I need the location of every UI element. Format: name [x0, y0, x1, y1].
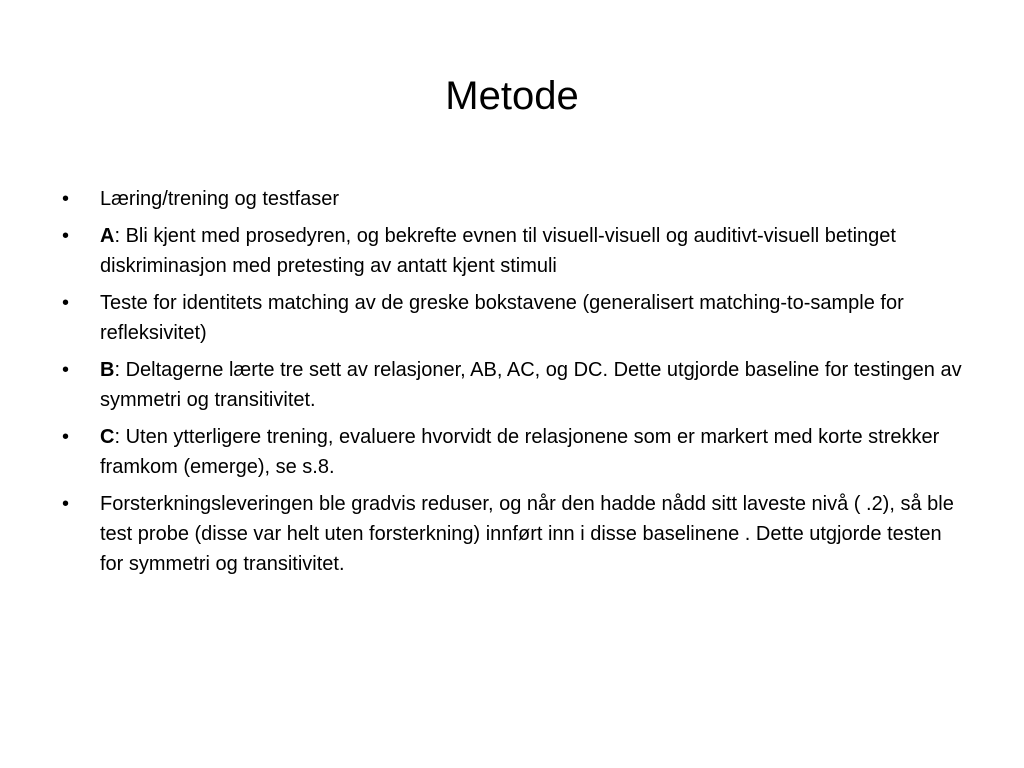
bullet-text: : Bli kjent med prosedyren, og bekrefte evnen til visuell-visuell og auditivt-visuell betinget diskriminasjon med pretesting av antatt kjent stimuli — [100, 225, 896, 277]
bullet-text: Forsterkningsleveringen ble gradvis reduser, og når den hadde nådd sitt laveste nivå ( .2), så ble test probe (disse var helt uten forsterkning) innført inn i disse baselinene . Dette utgjorde testen for symmetri og transitivitet. — [100, 493, 954, 575]
bullet-dot-icon: • — [62, 359, 70, 381]
bullet-text: Læring/trening og testfaser — [100, 188, 340, 210]
slide-title: Metode — [445, 74, 579, 118]
bullet-dot-icon: • — [62, 292, 70, 314]
bullet-text: Teste for identitets matching av de greske bokstavene (generalisert matching-to-sample for refleksivitet) — [100, 292, 904, 344]
bullet-item-1 — [62, 184, 962, 214]
bullet-dot-icon: • — [62, 188, 70, 210]
bullet-lead: B — [100, 359, 115, 381]
bullet-item-4 — [62, 355, 962, 415]
bullet-lead: A — [100, 225, 115, 247]
bullet-text: : Uten ytterligere trening, evaluere hvorvidt de relasjonene som er markert med korte strekker framkom (emerge), se s.8. — [100, 426, 940, 478]
bullet-text: : Deltagerne lærte tre sett av relasjoner, AB, AC, og DC. Dette utgjorde baseline for testingen av symmetri og transitivitet. — [100, 359, 962, 411]
bullet-item-2 — [62, 221, 962, 281]
bullet-list — [62, 184, 962, 586]
bullet-item-3 — [62, 288, 962, 348]
bullet-item-5 — [62, 422, 962, 482]
bullet-lead: C — [100, 426, 115, 448]
bullet-dot-icon: • — [62, 493, 70, 515]
bullet-dot-icon: • — [62, 426, 70, 448]
bullet-item-6 — [62, 489, 962, 579]
bullet-dot-icon: • — [62, 225, 70, 247]
